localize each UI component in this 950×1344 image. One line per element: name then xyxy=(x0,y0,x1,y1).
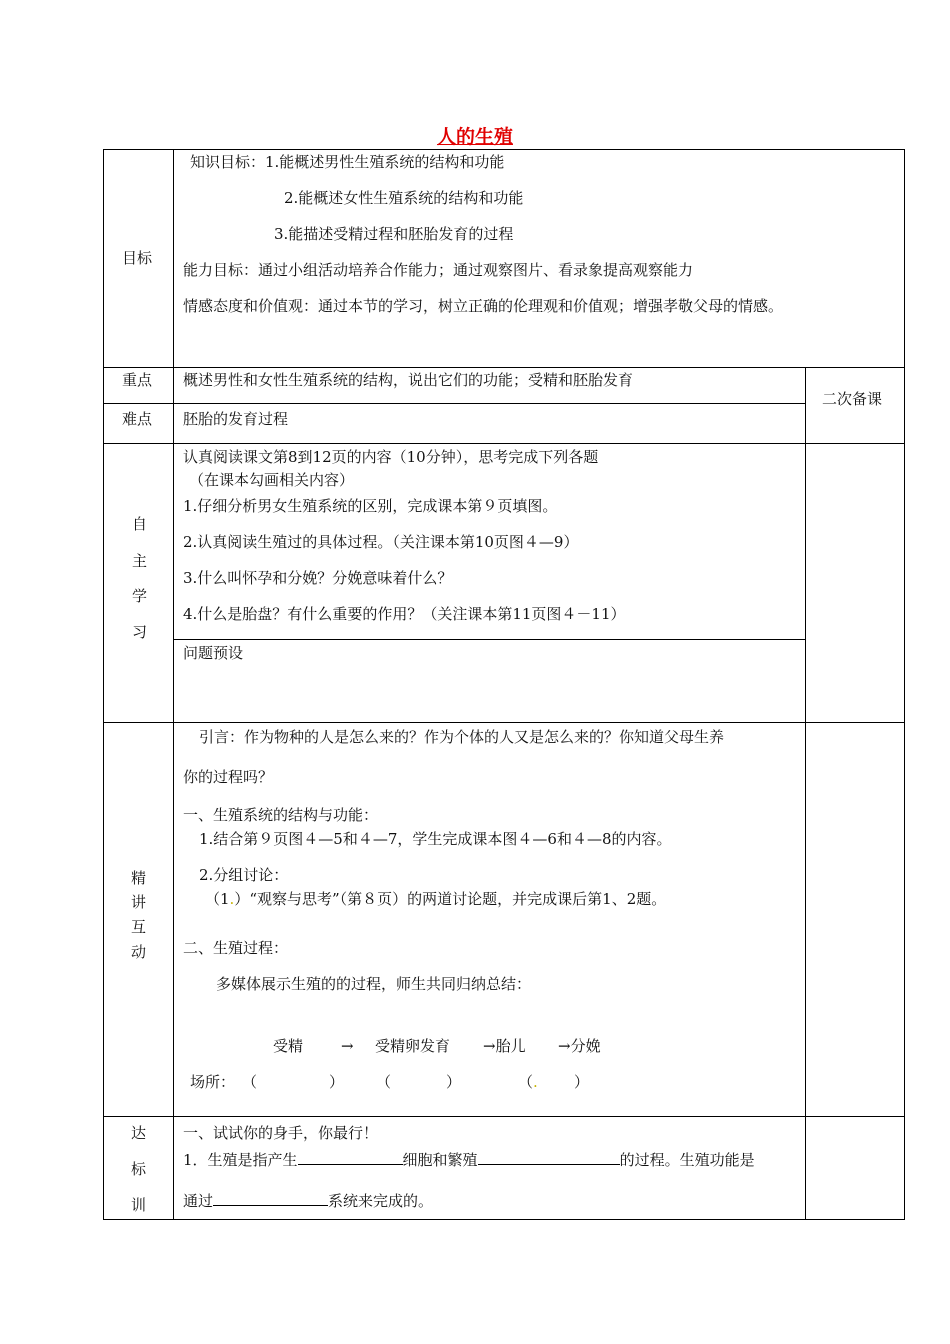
flow-step-fetus: →胎儿 xyxy=(483,1037,526,1055)
lecture-label-char: 讲 xyxy=(131,893,147,911)
goal-knowledge-1: 知识目标：1.能概述男性生殖系统的结构和功能 xyxy=(190,153,505,171)
lecture-lead-2: 你的过程吗？ xyxy=(183,768,274,786)
practice-line-1-b: 细胞和繁殖 xyxy=(402,1151,478,1169)
fill-blank-cells[interactable] xyxy=(298,1150,403,1165)
practice-line-2-a: 通过 xyxy=(183,1192,214,1210)
self-study-question-1: 1.仔细分析男女生殖系统的区别，完成课本第９页填图。 xyxy=(183,497,558,515)
practice-line-2-b: 系统来完成的。 xyxy=(328,1192,434,1210)
flow-step-zygote-development: 受精卵发育 xyxy=(375,1037,451,1055)
flow-arrow: → xyxy=(341,1037,354,1055)
lecture-lead-1: 引言：作为物种的人是怎么来的？作为个体的人又是怎么来的？你知道父母生养 xyxy=(199,728,725,746)
self-study-intro-note: （在课本勾画相关内容） xyxy=(189,471,355,489)
self-study-question-3: 3.什么叫怀孕和分娩？分娩意味着什么？ xyxy=(183,569,453,587)
key-label: 重点 xyxy=(122,371,153,389)
practice-label-char: 标 xyxy=(131,1160,147,1178)
lecture-section-1: 一、生殖系统的结构与功能： xyxy=(183,806,379,824)
practice-line-1 xyxy=(183,1150,755,1169)
self-study-question-4: 4.什么是胎盘？有什么重要的作用？（关注课本第11页图４－11） xyxy=(183,605,626,623)
location-blank-3-close: ） xyxy=(574,1073,590,1091)
table-border-top xyxy=(103,149,905,150)
fill-blank-system[interactable] xyxy=(213,1191,328,1206)
location-blank-3-dot: . xyxy=(533,1073,538,1091)
fill-blank-reproduce[interactable] xyxy=(478,1150,620,1165)
location-label: 场所： xyxy=(190,1073,236,1091)
row-divider-self-study xyxy=(103,722,905,723)
key-text: 概述男性和女性生殖系统的结构，说出它们的功能；受精和胚胎发育 xyxy=(183,371,634,389)
lecture-media-summary: 多媒体展示生殖的的过程，师生共同归纳总结： xyxy=(216,975,532,993)
practice-label-char: 训 xyxy=(131,1196,147,1214)
practice-line-2 xyxy=(183,1191,433,1210)
lecture-label-char: 精 xyxy=(131,869,147,887)
row-divider-lecture xyxy=(103,1116,905,1117)
question-preset-label: 问题预设 xyxy=(183,644,244,662)
goal-emotion: 情感态度和价值观：通过本节的学习，树立正确的伦理观和价值观；增强孝敬父母的情感。 xyxy=(183,297,784,315)
practice-label-char: 达 xyxy=(131,1124,147,1142)
location-blank-1-close: ） xyxy=(329,1073,345,1091)
lecture-label-char: 互 xyxy=(131,918,147,936)
self-study-label-char: 学 xyxy=(132,587,148,605)
self-study-label-char: 主 xyxy=(132,552,148,570)
self-study-intro: 认真阅读课文第8到12页的内容（10分钟），思考完成下列各题 xyxy=(183,448,599,466)
practice-heading: 一、试试你的身手，你最行！ xyxy=(183,1124,379,1142)
flow-step-delivery: →分娩 xyxy=(558,1037,601,1055)
row-divider-preset xyxy=(173,639,805,640)
lecture-item-2-sub-open: （1 xyxy=(205,890,230,908)
lecture-item-1: 1.结合第９页图４—5和４—7，学生完成课本图４—6和４—8的内容。 xyxy=(199,830,672,848)
goal-knowledge-2: 2.能概述女性生殖系统的结构和功能 xyxy=(284,189,524,207)
row-divider-goal xyxy=(103,367,905,368)
table-border-right xyxy=(904,149,905,1220)
goal-ability: 能力目标：通过小组活动培养合作能力；通过观察图片、看录象提高观察能力 xyxy=(183,261,694,279)
table-border-left xyxy=(103,149,104,1220)
location-blank-3-open-paren: （ xyxy=(518,1073,534,1091)
second-prep-label: 二次备课 xyxy=(822,390,883,408)
location-blank-2-close: ） xyxy=(446,1073,462,1091)
table-border-bottom xyxy=(103,1219,905,1220)
page-title: 人的生殖 xyxy=(436,126,513,148)
self-study-label-char: 自 xyxy=(132,515,148,533)
location-blank-2-open: （ xyxy=(376,1073,392,1091)
lecture-item-2-sub xyxy=(205,890,666,908)
difficulty-text: 胚胎的发育过程 xyxy=(183,410,289,428)
practice-line-1-c: 的过程。生殖功能是 xyxy=(619,1151,755,1169)
goal-label: 目标 xyxy=(122,249,153,267)
notes-column-divider xyxy=(805,367,806,1220)
difficulty-label: 难点 xyxy=(122,410,153,428)
label-column-divider xyxy=(173,149,174,1220)
lecture-item-2-sub-dot: . xyxy=(229,890,235,908)
location-blank-3-open xyxy=(518,1073,538,1091)
self-study-question-2: 2.认真阅读生殖过的具体过程。（关注课本第10页图４—9） xyxy=(183,533,579,551)
lecture-label-char: 动 xyxy=(131,943,147,961)
flow-step-fertilization: 受精 xyxy=(273,1037,304,1055)
lecture-item-2: 2.分组讨论： xyxy=(199,866,289,884)
self-study-label-char: 习 xyxy=(132,623,148,641)
goal-knowledge-3: 3.能描述受精过程和胚胎发育的过程 xyxy=(274,225,514,243)
row-divider-difficulty xyxy=(103,443,905,444)
lecture-section-2: 二、生殖过程： xyxy=(183,939,289,957)
practice-line-1-a: 1．生殖是指产生 xyxy=(183,1151,298,1169)
row-divider-key xyxy=(103,403,805,404)
location-blank-1-open: （ xyxy=(242,1073,258,1091)
lecture-item-2-sub-rest: ）“观察与思考”（第８页）的两道讨论题，并完成课后第1、2题。 xyxy=(234,890,667,908)
